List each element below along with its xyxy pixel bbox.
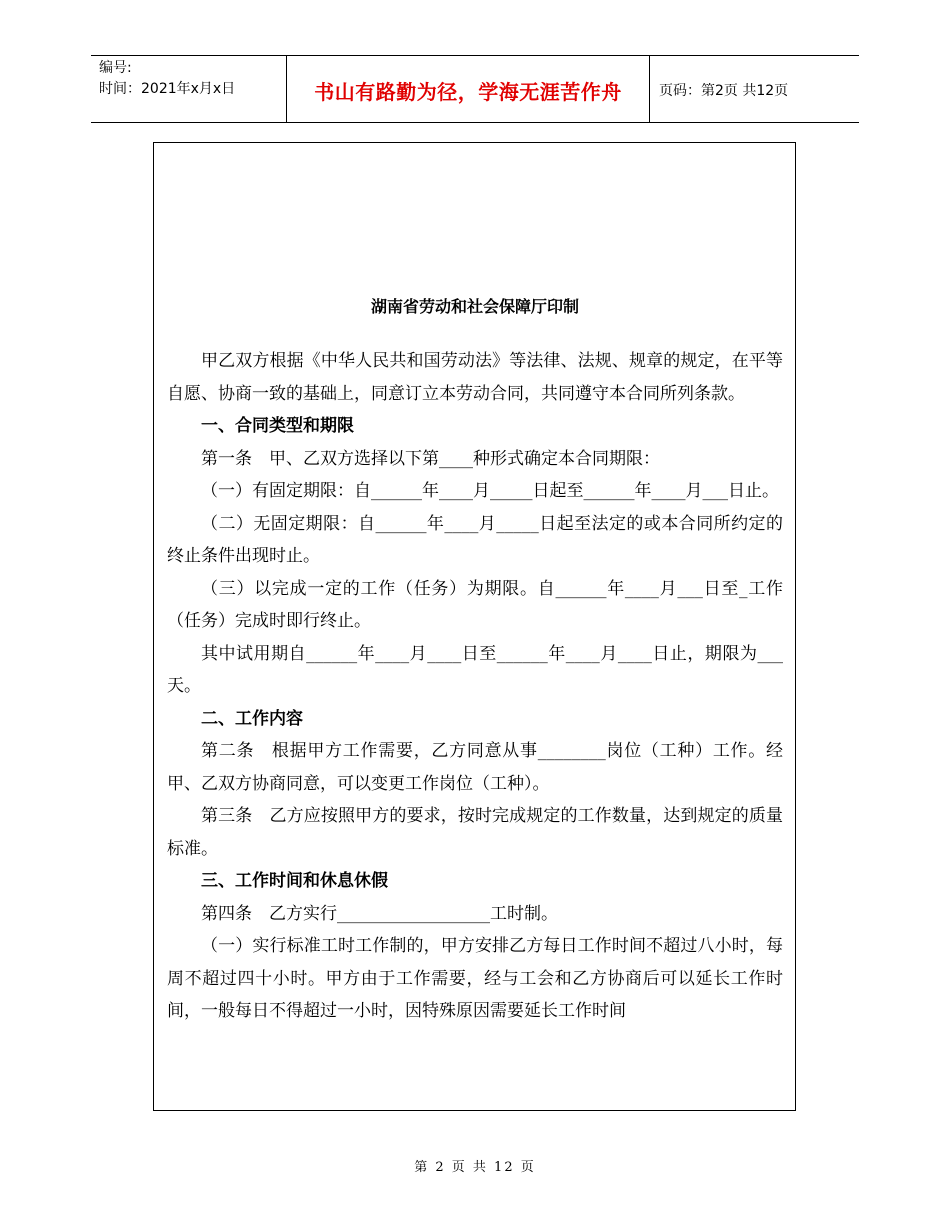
clause-paragraph: （一）有固定期限：自______年____月_____日起至______年____月___日止。 <box>201 481 779 501</box>
clause-paragraph: （一）实行标准工时工作制的，甲方安排乙方每日工作时间不超过八小时，每周不超过四十小时。甲方由于工作需要，经与工会和乙方协商后可以延长工作时间，一般每日不得超过一小时，因特殊原因需要延长工作时间 <box>167 936 783 1021</box>
clause-paragraph: （三）以完成一定的工作（任务）为期限。自______年____月___日至_工作（任务）完成时即行终止。 <box>167 578 783 631</box>
section-heading-contract-type: 一、合同类型和期限 <box>201 416 354 436</box>
header-motto: 书山有路勤为径，学海无涯苦作舟 <box>314 80 622 104</box>
article-paragraph: 第三条 乙方应按照甲方的要求，按时完成规定的工作数量，达到规定的质量标准。 <box>167 806 783 859</box>
clause-paragraph: （二）无固定期限：自______年____月_____日起至法定的或本合同所约定的终止条件出现时止。 <box>167 513 783 566</box>
header-divider <box>649 56 650 122</box>
document-frame <box>153 142 796 1111</box>
document-number-label: 编号: <box>99 60 132 76</box>
page-footer: 第 2 页 共 12 页 <box>414 1160 536 1175</box>
section-heading-working-hours: 三、工作时间和休息休假 <box>201 871 388 891</box>
probation-paragraph: 其中试用期自______年____月____日至______年____月____日止，期限为___天。 <box>167 643 783 696</box>
header-page-number: 页码：第2页 共12页 <box>659 83 789 99</box>
page-header <box>91 55 859 123</box>
article-paragraph: 第一条 甲、乙双方选择以下第____种形式确定本合同期限： <box>201 448 660 469</box>
section-heading-work-content: 二、工作内容 <box>201 708 303 729</box>
article-paragraph: 第四条 乙方实行__________________工时制。 <box>201 903 558 924</box>
header-meta <box>99 58 235 100</box>
intro-paragraph: 甲乙双方根据《中华人民共和国劳动法》等法律、法规、规章的规定，在平等自愿、协商一致的基础上，同意订立本劳动合同，共同遵守本合同所列条款。 <box>167 351 783 404</box>
document-title: 湖南省劳动和社会保障厅印制 <box>370 297 579 316</box>
document-body <box>167 297 783 1028</box>
article-paragraph: 第二条 根据甲方工作需要，乙方同意从事________岗位（工种）工作。经甲、乙双方协商同意，可以变更工作岗位（工种）。 <box>167 741 783 794</box>
document-time-label: 时间：2021年x月x日 <box>99 81 236 97</box>
